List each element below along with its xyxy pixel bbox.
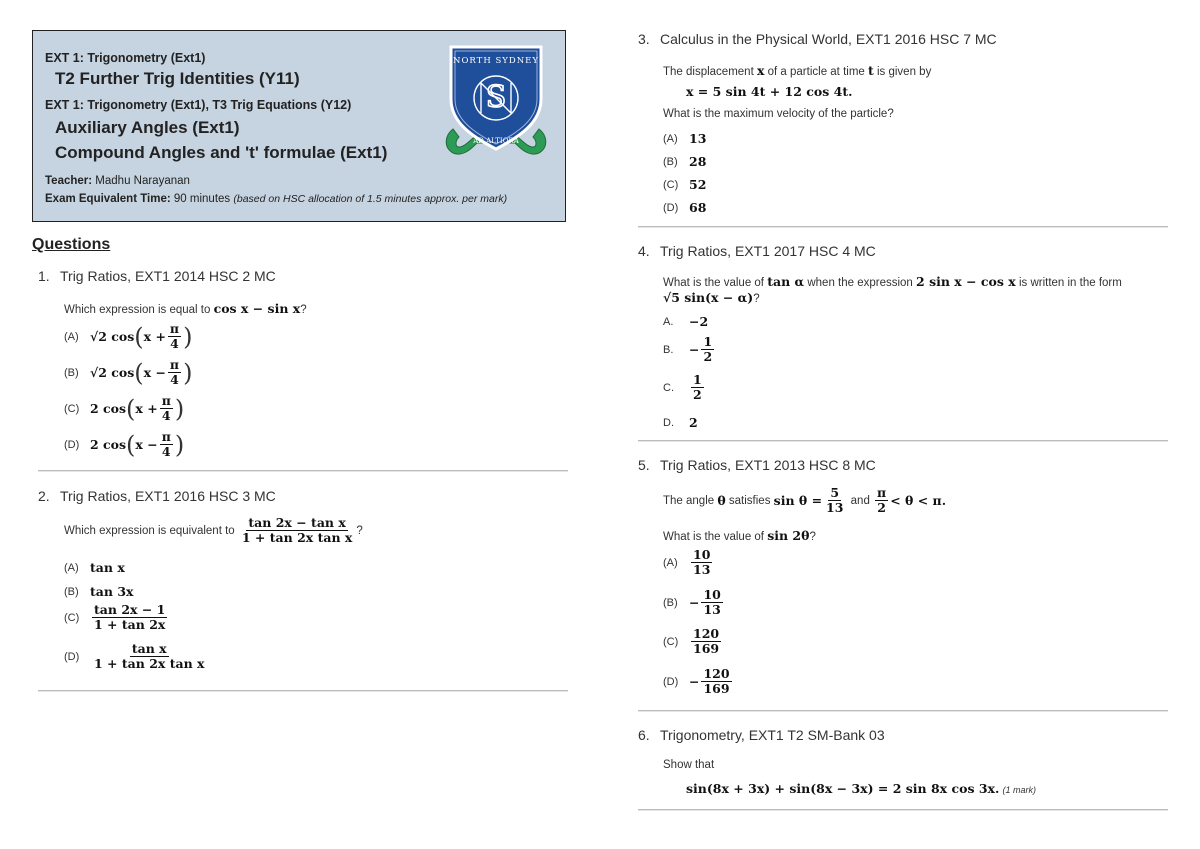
divider	[638, 440, 1168, 442]
teacher-line: Teacher: Madhu Narayanan	[45, 175, 190, 187]
q5-question: What is the value of sin 2θ?	[663, 528, 816, 543]
q2-stem: Which expression is equivalent to $\frac{\text{tan 2x − tan x}}{\text{1 + tan 2x tan x}}$ ?	[64, 515, 363, 546]
header-box	[32, 30, 566, 222]
q2-option-a: (A) tan x	[64, 560, 125, 575]
q6-stem: Show that	[663, 759, 715, 771]
q1-stem: Which expression is equal to cos x − sin x?	[64, 301, 307, 316]
q5-title: 5. Trig Ratios, EXT1 2013 HSC 8 MC	[638, 457, 876, 473]
q5-option-c: (C) $\frac{120}{169}$	[663, 626, 720, 657]
questions-heading: Questions	[32, 236, 111, 253]
q3-question: What is the maximum velocity of the particle?	[663, 108, 894, 120]
q5-option-d: (D) − $\frac{120}{169}$	[663, 666, 730, 697]
q1-title: 1. Trig Ratios, EXT1 2014 HSC 2 MC	[38, 268, 276, 284]
topic-title-2: Auxiliary Angles (Ext1)	[55, 118, 240, 137]
q2-option-c: (C) $\frac{\tan 2x - 1}{1 + \tan 2x}$	[64, 602, 166, 633]
exam-time-line: Exam Equivalent Time: 90 minutes (based on HSC allocation of 1.5 minutes approx. per mark)	[45, 193, 508, 205]
q2-title: 2. Trig Ratios, EXT1 2016 HSC 3 MC	[38, 488, 276, 504]
q4-option-c: C. $\frac{1}{2}$	[663, 372, 702, 403]
crest-bottom-text: AD ALTIORA	[473, 137, 519, 145]
q2-option-d: (D) $\frac{\text{tan x}}{\text{1 + tan 2x tan x}}$	[64, 641, 205, 672]
topic-line-1: EXT 1: Trigonometry (Ext1)	[45, 51, 206, 65]
q3-option-c: (C) 52	[663, 177, 707, 192]
q1-option-c: (C) 2 cos ( x + $\frac{\pi}{4}$ )	[64, 393, 185, 424]
q1-option-b: (B) √2 cos ( x − $\frac{\pi}{4}$ )	[64, 357, 193, 388]
q3-stem: The displacement x of a particle at time t is given by	[663, 63, 932, 78]
q5-option-b: (B) − $\frac{10}{13}$	[663, 587, 721, 618]
q5-stem: The angle θ satisfies sin θ = $\frac{5}{13}$ and $\frac{\pi}{2}$ < θ < π.	[663, 485, 947, 516]
q4-form: √5 sin(x − α)?	[663, 290, 760, 305]
q6-equation: sin(8x + 3x) + sin(8x − 3x) = 2 sin 8x cos 3x. (1 mark)	[686, 781, 1037, 796]
q4-option-a: A. −2	[663, 314, 709, 329]
q3-title: 3. Calculus in the Physical World, EXT1 2016 HSC 7 MC	[638, 31, 997, 47]
q4-option-b: B. − $\frac{1}{2}$	[663, 334, 713, 365]
topic-title-3: Compound Angles and 't' formulae (Ext1)	[55, 143, 388, 162]
topic-title-1: T2 Further Trig Identities (Y11)	[55, 69, 300, 88]
crest-top-text: NORTH SYDNEY	[453, 56, 539, 66]
divider	[638, 710, 1168, 712]
q2-option-b: (B) tan 3x	[64, 584, 134, 599]
divider	[638, 226, 1168, 228]
q3-option-b: (B) 28	[663, 154, 707, 169]
q1-option-a: (A) √2 cos ( x + $\frac{\pi}{4}$ )	[64, 321, 193, 352]
school-crest-icon	[441, 43, 551, 161]
q5-option-a: (A) $\frac{10}{13}$	[663, 547, 711, 578]
topic-line-2: EXT 1: Trigonometry (Ext1), T3 Trig Equations (Y12)	[45, 98, 352, 112]
q4-stem: What is the value of tan α when the expression 2 sin x − cos x is written in the form	[663, 274, 1122, 289]
svg-text:S: S	[485, 80, 507, 115]
q4-option-d: D. 2	[663, 415, 698, 430]
q3-option-d: (D) 68	[663, 200, 707, 215]
q3-equation: x = 5 sin 4t + 12 cos 4t.	[686, 84, 853, 99]
q3-option-a: (A) 13	[663, 131, 707, 146]
q1-option-d: (D) 2 cos ( x − $\frac{\pi}{4}$ )	[64, 429, 185, 460]
divider	[38, 690, 568, 692]
q6-title: 6. Trigonometry, EXT1 T2 SM-Bank 03	[638, 727, 885, 743]
q4-title: 4. Trig Ratios, EXT1 2017 HSC 4 MC	[638, 243, 876, 259]
divider	[38, 470, 568, 472]
divider	[638, 809, 1168, 811]
